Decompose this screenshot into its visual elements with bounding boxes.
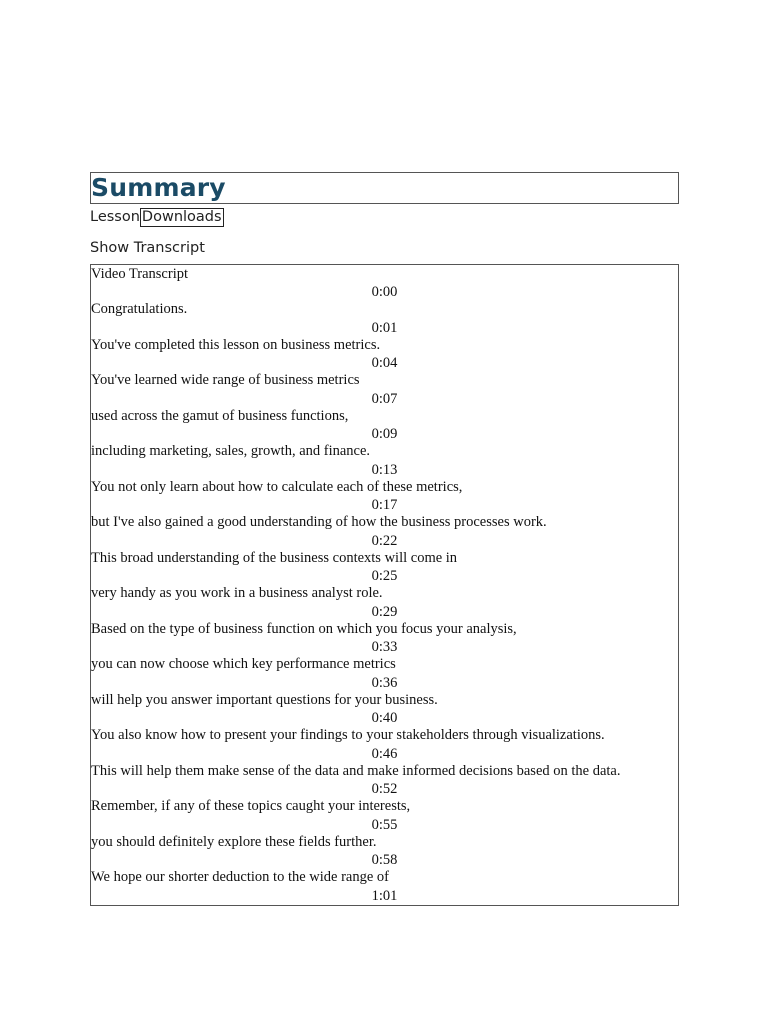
transcript-line[interactable]: You not only learn about how to calculate each of these metrics, xyxy=(91,478,463,495)
lesson-tabs xyxy=(90,207,679,227)
lesson-summary-panel xyxy=(90,172,679,906)
transcript-box xyxy=(90,264,679,906)
transcript-line[interactable]: used across the gamut of business functions, xyxy=(91,407,349,424)
transcript-timestamp[interactable]: 0:04 xyxy=(371,355,398,371)
transcript-timestamp[interactable]: 0:07 xyxy=(371,390,398,407)
transcript-timestamp[interactable]: 0:55 xyxy=(371,816,398,833)
transcript-line[interactable]: You've completed this lesson on business metrics. xyxy=(91,336,381,353)
transcript-lines xyxy=(91,283,678,905)
transcript-line[interactable]: Remember, if any of these topics caught your interests, xyxy=(91,798,411,814)
transcript-line[interactable]: you can now choose which key performance metrics xyxy=(91,656,396,672)
transcript-timestamp[interactable]: 0:17 xyxy=(371,497,398,513)
transcript-timestamp[interactable]: 0:29 xyxy=(371,603,398,620)
transcript-line[interactable]: but I've also gained a good understanding of how the business processes work. xyxy=(91,514,547,530)
transcript-line[interactable]: We hope our shorter deduction to the wide range of xyxy=(91,869,390,885)
transcript-line[interactable]: Based on the type of business function on which you focus your analysis, xyxy=(91,620,517,637)
transcript-timestamp[interactable]: 0:36 xyxy=(371,674,398,691)
transcript-timestamp[interactable]: 0:46 xyxy=(371,745,398,762)
transcript-line[interactable]: very handy as you work in a business analyst role. xyxy=(91,585,383,601)
transcript-timestamp[interactable]: 0:13 xyxy=(371,461,398,478)
transcript-line[interactable]: You also know how to present your findings to your stakeholders through visualizations. xyxy=(91,727,605,743)
tab-downloads[interactable]: Downloads xyxy=(141,208,222,225)
transcript-line[interactable]: you should definitely explore these fields further. xyxy=(91,833,377,850)
transcript-timestamp[interactable]: 0:00 xyxy=(371,284,398,300)
transcript-line[interactable]: This broad understanding of the business contexts will come in xyxy=(91,549,458,566)
transcript-timestamp[interactable]: 0:58 xyxy=(371,852,398,868)
transcript-timestamp[interactable]: 0:40 xyxy=(371,710,398,726)
transcript-line[interactable]: Congratulations. xyxy=(91,301,188,317)
transcript-timestamp[interactable]: 0:09 xyxy=(371,426,398,442)
page-title: Summary xyxy=(91,173,226,202)
transcript-line[interactable]: including marketing, sales, growth, and finance. xyxy=(91,443,371,459)
show-transcript-toggle[interactable]: Show Transcript xyxy=(90,240,205,256)
transcript-timestamp[interactable]: 0:01 xyxy=(371,319,398,336)
summary-title-box xyxy=(90,172,679,204)
transcript-timestamp[interactable]: 1:01 xyxy=(371,887,398,904)
transcript-header: Video Transcript xyxy=(91,266,189,282)
tab-lesson[interactable]: Lesson xyxy=(90,209,140,225)
transcript-line[interactable]: You've learned wide range of business metrics xyxy=(91,372,360,388)
transcript-timestamp[interactable]: 0:33 xyxy=(371,639,398,655)
transcript-line[interactable]: This will help them make sense of the data and make informed decisions based on the data. xyxy=(91,762,621,779)
transcript-timestamp[interactable]: 0:52 xyxy=(371,781,398,797)
transcript-line[interactable]: will help you answer important questions for your business. xyxy=(91,691,438,708)
transcript-timestamp[interactable]: 0:25 xyxy=(371,568,398,584)
transcript-timestamp[interactable]: 0:22 xyxy=(371,532,398,549)
